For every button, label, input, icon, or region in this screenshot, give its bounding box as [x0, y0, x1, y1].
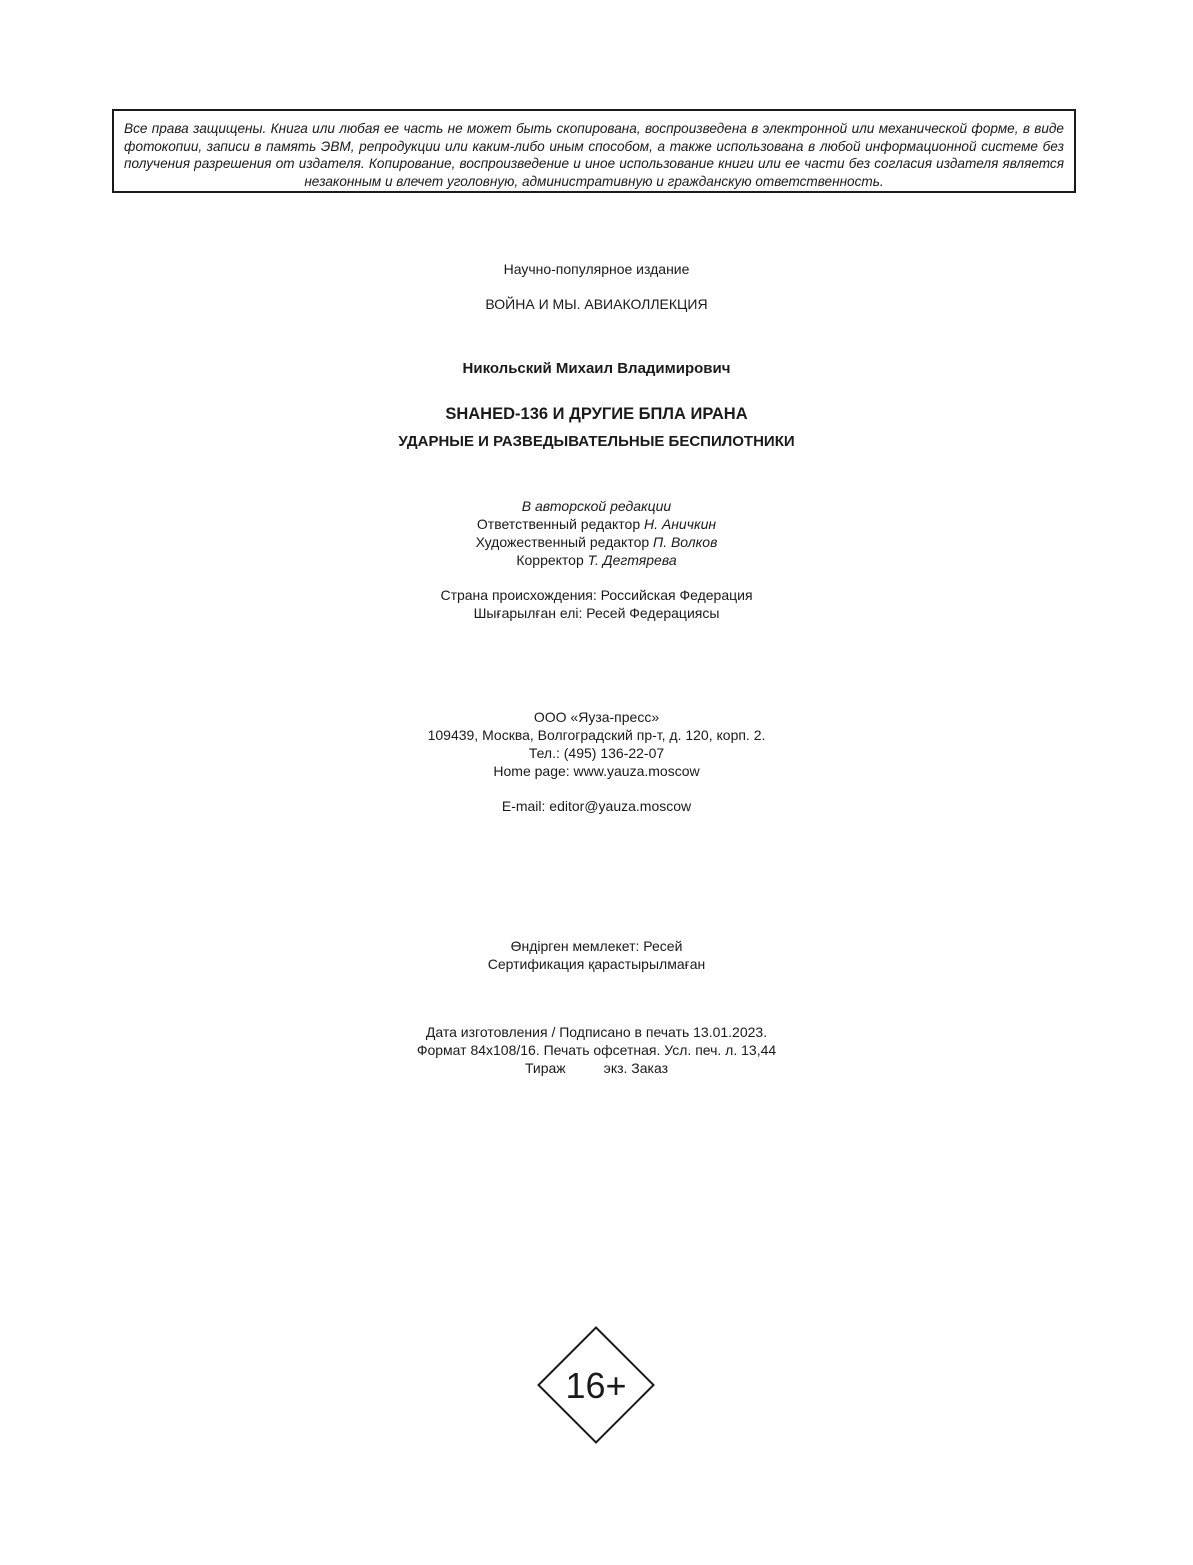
author-name: Никольский Михаил Владимирович — [462, 360, 731, 377]
print-date: Дата изготовления / Подписано в печать 13.01.2023. — [425, 1024, 768, 1040]
proofreader-name: Т. Дегтярева — [587, 552, 677, 568]
art-editor-name: П. Волков — [653, 534, 718, 550]
print-format: Формат 84x108/16. Печать офсетная. Усл. печ. л. 13,44 — [416, 1042, 777, 1058]
kz-country: Өндірген мемлекет: Ресей — [510, 938, 683, 954]
art-editor-line — [0, 533, 1193, 551]
book-subtitle: УДАРНЫЕ И РАЗВЕДЫВАТЕЛЬНЫЕ БЕСПИЛОТНИКИ — [398, 433, 795, 450]
edition-type: Научно-популярное издание — [503, 261, 690, 277]
publisher-address: 109439, Москва, Волгоградский пр-т, д. 120, корп. 2. — [427, 727, 766, 743]
chief-editor-line — [0, 515, 1193, 533]
proofreader-label: Корректор — [516, 552, 584, 568]
publisher-name: ООО «Яуза-пресс» — [533, 709, 660, 725]
origin-kz: Шығарылған елі: Ресей Федерациясы — [473, 605, 720, 621]
kz-certification: Сертификация қарастырылмаған — [487, 956, 706, 972]
copyright-notice: Все права защищены. Книга или любая ее часть не может быть скопирована, воспроизведена в электронной или механической форме, в виде фотокопии, записи в память ЭВМ, репродукции или каким-либо иным способом, а также использована в любой информационной системе без получения разрешения от издателя. Копирование, воспроизведение и иное использование книги или ее части без согласия издателя является незаконным и влечет уголовную, административную и гражданскую ответственность. — [112, 109, 1076, 193]
chief-editor-label: Ответственный редактор — [476, 516, 641, 532]
publisher-phone: Тел.: (495) 136-22-07 — [528, 745, 665, 761]
proofreader-line — [0, 551, 1193, 569]
series-title: ВОЙНА И МЫ. АВИАКОЛЛЕКЦИЯ — [485, 296, 708, 312]
art-editor-label: Художественный редактор — [475, 534, 650, 550]
origin-ru: Страна происхождения: Российская Федерация — [440, 587, 753, 603]
print-run-line — [0, 1059, 1193, 1077]
publisher-homepage: Home page: www.yauza.moscow — [493, 763, 700, 779]
age-rating-text: 16+ — [565, 1365, 627, 1406]
age-rating-badge — [537, 1326, 655, 1444]
chief-editor-name: Н. Аничкин — [644, 516, 717, 532]
print-order-label: экз. Заказ — [603, 1060, 669, 1076]
publisher-email: E-mail: editor@yauza.moscow — [501, 798, 692, 814]
print-run-label: Тираж — [524, 1060, 566, 1076]
book-title: SHAHED-136 И ДРУГИЕ БПЛА ИРАНА — [445, 405, 748, 423]
author-edition-note: В авторской редакции — [521, 498, 672, 514]
